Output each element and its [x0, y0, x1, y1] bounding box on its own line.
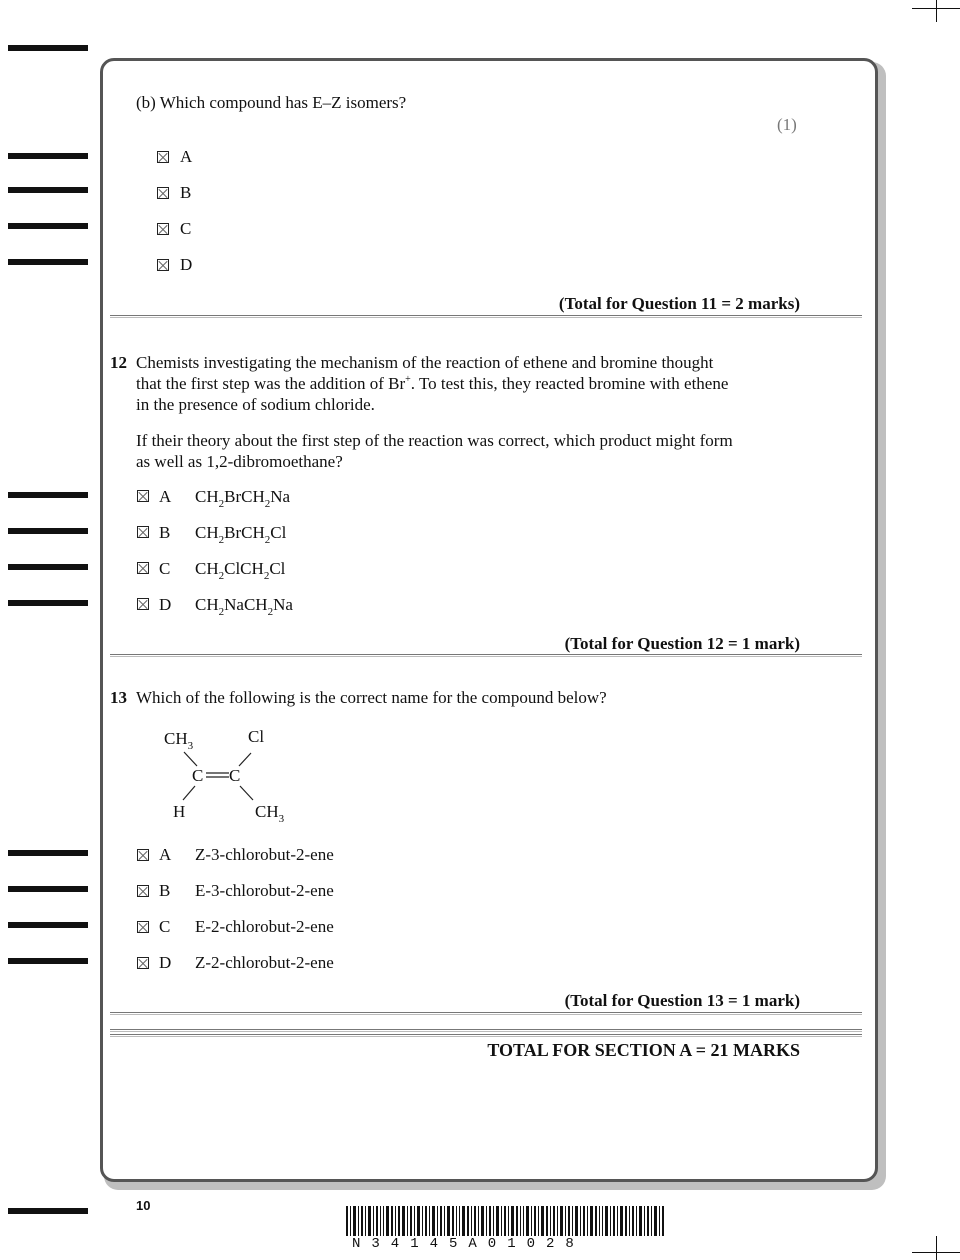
q11-rule [110, 315, 862, 318]
crop-mark-bottom [936, 1236, 937, 1260]
option-text: Z-3-chlorobut-2-ene [195, 845, 334, 864]
option-formula: $CH_2ClCH_2Cl$ [195, 559, 286, 582]
margin-mark [8, 45, 88, 51]
option-formula: $CH_2BrCH_2Na$ [195, 487, 291, 510]
checkbox[interactable] [137, 921, 149, 933]
option-letter: B [159, 881, 171, 900]
checkbox[interactable] [157, 223, 169, 235]
option-letter: A [159, 487, 172, 506]
checkbox[interactable] [137, 598, 149, 610]
option-formula: $CH_2NaCH_2Na$ [195, 595, 293, 618]
margin-mark [8, 564, 88, 570]
q12-line-5: as well as 1,2-dibromoethane? [136, 452, 343, 471]
checkbox[interactable] [157, 259, 169, 271]
page-number: 10 [136, 1198, 151, 1213]
q12-line-1: Chemists investigating the mechanism of the reaction of ethene and bromine thought [136, 353, 714, 372]
q12-line-2-start: that the first step was the addition of Br [136, 374, 406, 393]
section-double-rule-1 [110, 1029, 862, 1032]
option-letter: C [180, 219, 192, 238]
margin-mark [8, 1208, 88, 1214]
q11b-marks: (1) [777, 115, 797, 134]
option-letter: A [180, 147, 193, 166]
q13-rule [110, 1012, 862, 1015]
q11-total: (Total for Question 11 = 2 marks) [558, 294, 800, 313]
checkbox[interactable] [137, 526, 149, 538]
section-double-rule-2 [110, 1034, 862, 1037]
crop-mark-bottom-h [912, 1252, 960, 1253]
section-total: TOTAL FOR SECTION A = 21 MARKS [487, 1040, 800, 1060]
option-letter: B [159, 523, 171, 542]
option-letter: B [180, 183, 192, 202]
margin-mark [8, 223, 88, 229]
option-letter: D [159, 595, 172, 614]
structure-carbon-2: C [229, 766, 241, 785]
q12-line-2 [136, 374, 728, 397]
margin-mark [8, 528, 88, 534]
crop-mark-top [936, 0, 937, 22]
option-text: E-2-chlorobut-2-ene [195, 917, 334, 936]
checkbox[interactable] [137, 957, 149, 969]
margin-mark [8, 886, 88, 892]
barcode-text: N34145A01028 [352, 1236, 585, 1252]
q13-total: (Total for Question 13 = 1 mark) [564, 991, 800, 1010]
structure-bonds [160, 740, 290, 820]
margin-mark [8, 922, 88, 928]
option-letter: C [159, 917, 171, 936]
q12-charge: + [405, 374, 411, 385]
crop-mark-top-h [912, 8, 960, 9]
option-letter: D [159, 953, 172, 972]
checkbox[interactable] [137, 849, 149, 861]
option-text: Z-2-chlorobut-2-ene [195, 953, 334, 972]
barcode [346, 1206, 666, 1236]
q12-line-2-end: . To test this, they reacted bromine with ethene [410, 374, 729, 393]
structure-bottom-right: $CH_3$ [255, 802, 285, 825]
bond-top-right [239, 753, 251, 766]
option-formula: $CH_2BrCH_2Cl$ [195, 523, 287, 546]
checkbox[interactable] [137, 885, 149, 897]
margin-mark [8, 153, 88, 159]
margin-mark [8, 259, 88, 265]
option-letter: D [180, 255, 193, 274]
structure-bottom-left: H [173, 802, 186, 821]
structure-top-left: $CH_3$ [164, 729, 194, 752]
option-letter: C [159, 559, 171, 578]
structure-carbon-1: C [192, 766, 204, 785]
bond-bottom-right [240, 786, 253, 800]
margin-mark [8, 492, 88, 498]
margin-mark [8, 850, 88, 856]
q12-total: (Total for Question 12 = 1 mark) [564, 634, 800, 653]
q12-line-3: in the presence of sodium chloride. [136, 395, 375, 414]
option-text: E-3-chlorobut-2-ene [195, 881, 334, 900]
bond-bottom-left [183, 786, 195, 800]
q12-rule [110, 654, 862, 657]
margin-mark [8, 187, 88, 193]
margin-mark [8, 600, 88, 606]
checkbox[interactable] [157, 151, 169, 163]
option-letter: A [159, 845, 172, 864]
structure-top-right: Cl [248, 727, 265, 746]
checkbox[interactable] [137, 490, 149, 502]
checkbox[interactable] [137, 562, 149, 574]
q13-prompt: Which of the following is the correct name for the compound below? [136, 688, 607, 707]
q12-number: 12 [110, 353, 127, 372]
margin-mark [8, 958, 88, 964]
q13-number: 13 [110, 688, 127, 707]
q12-line-4: If their theory about the first step of the reaction was correct, which product might form [136, 431, 733, 450]
bond-top-left [184, 752, 197, 766]
q11b-prompt: (b) Which compound has E–Z isomers? [136, 93, 407, 112]
checkbox[interactable] [157, 187, 169, 199]
